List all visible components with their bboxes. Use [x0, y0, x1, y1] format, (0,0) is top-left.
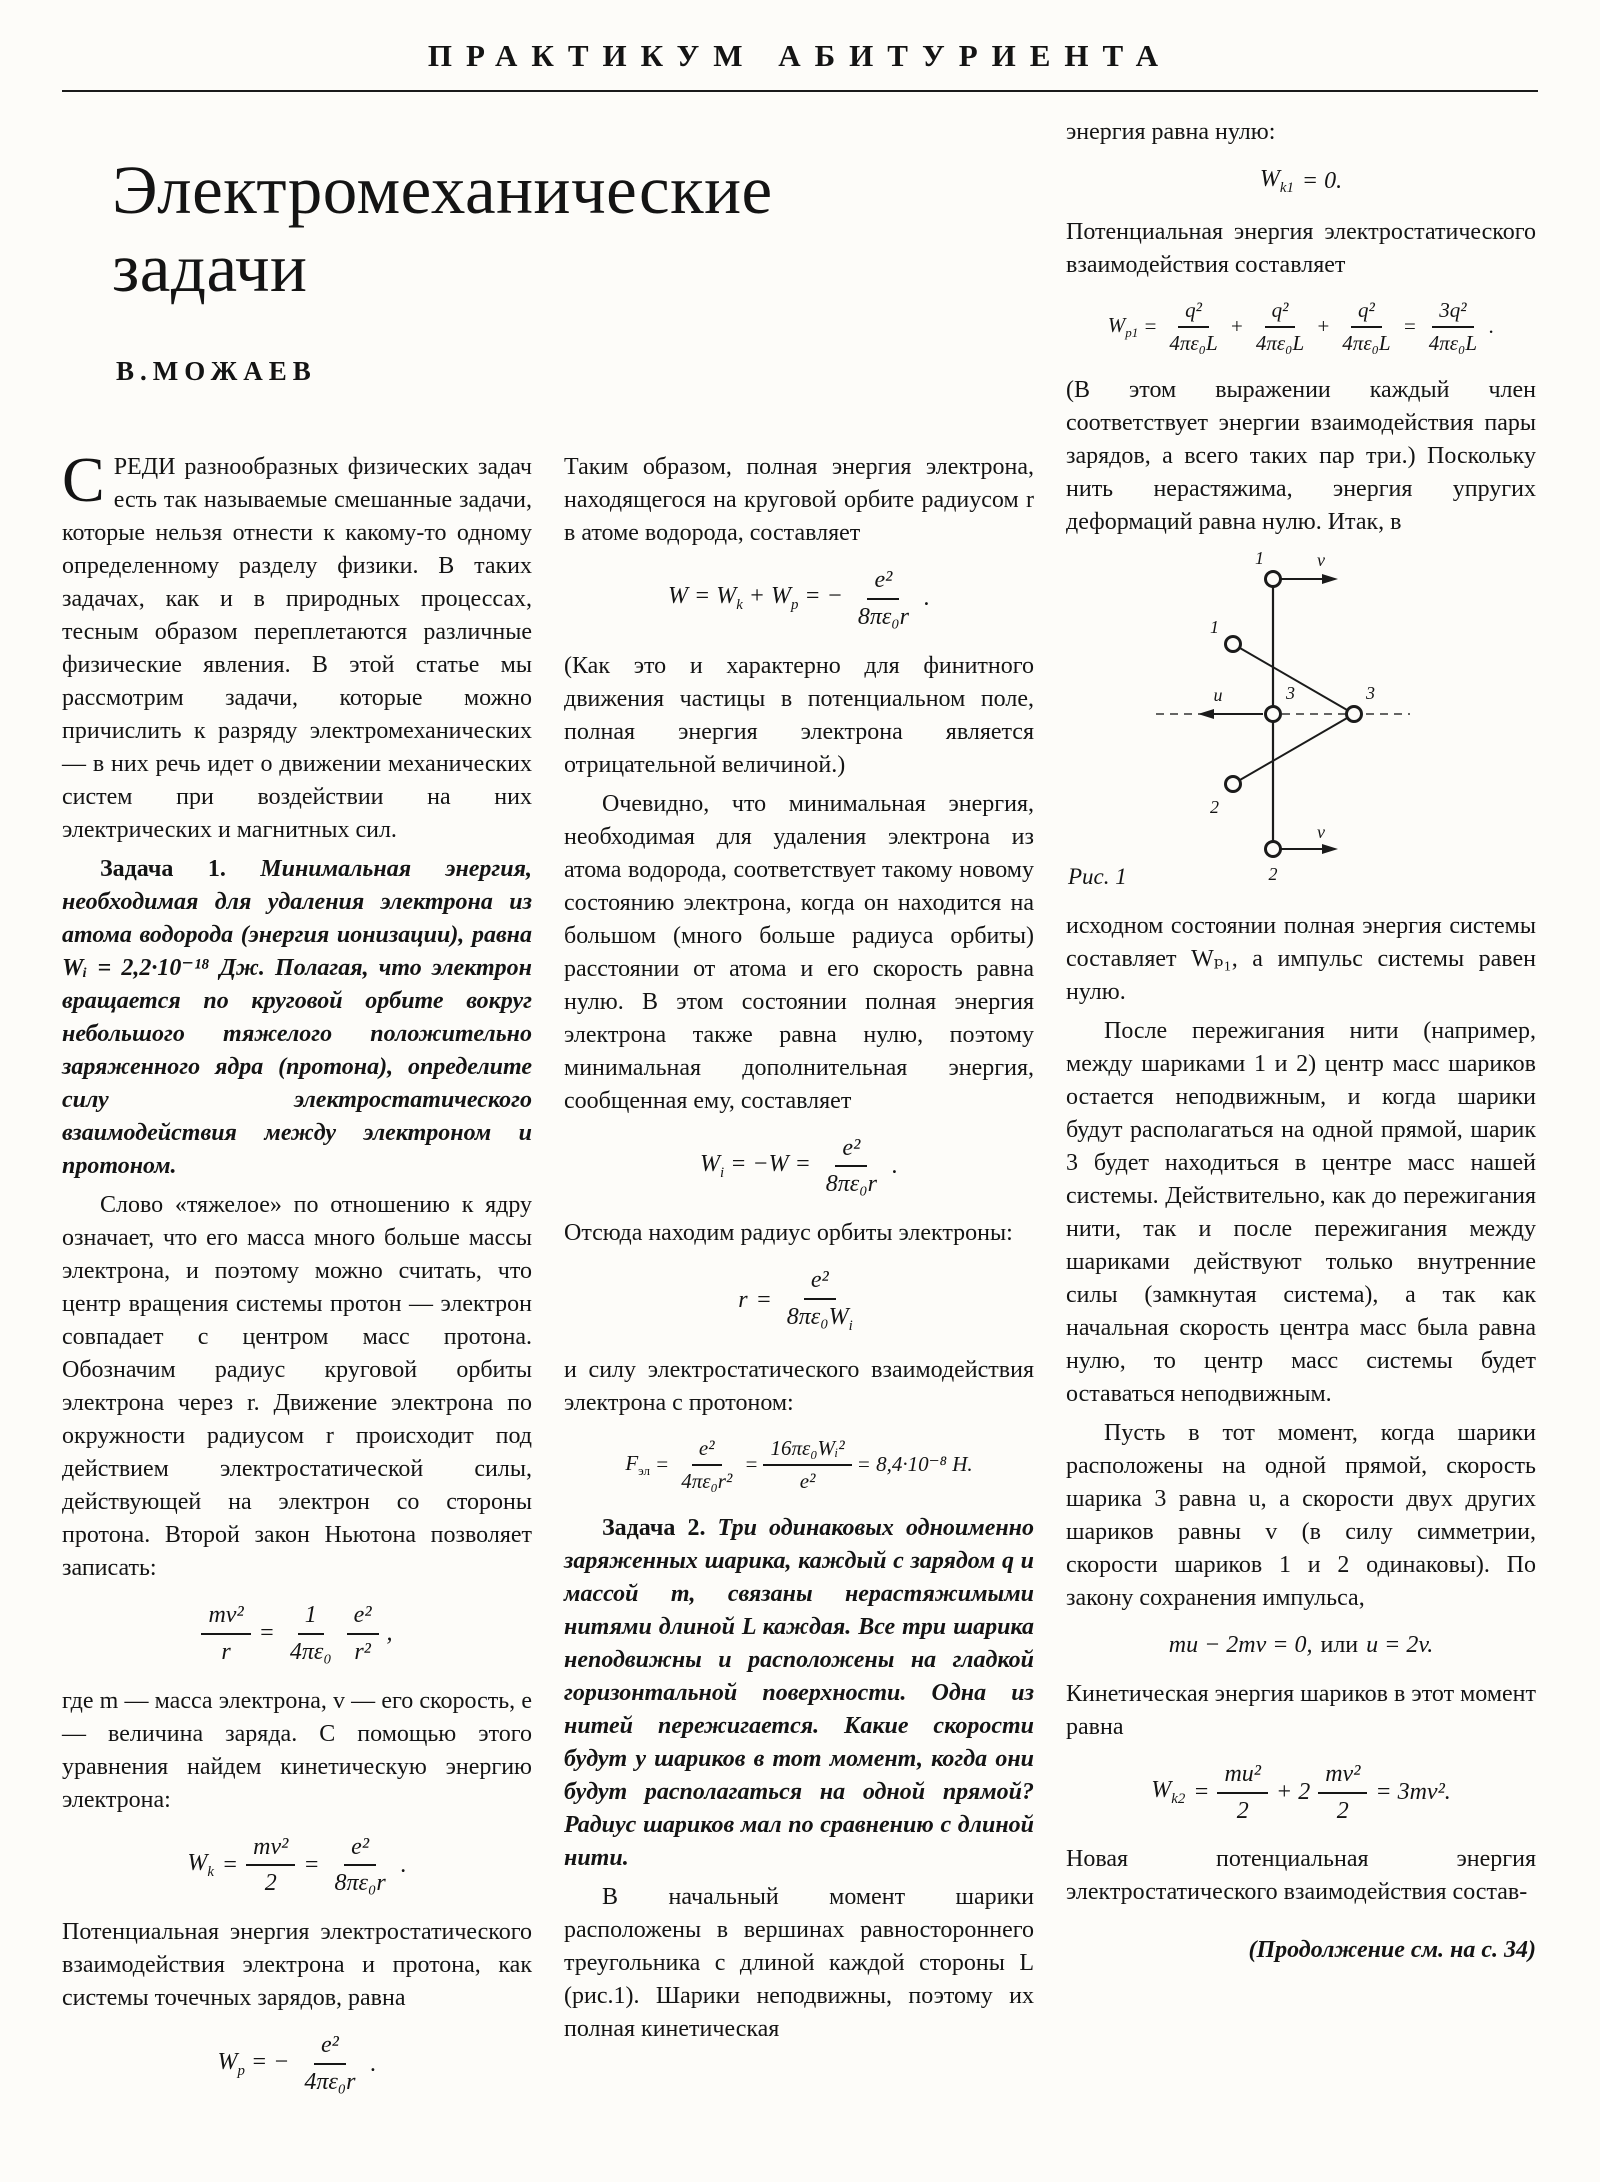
- fraction: $\frac{\text{16πε₀Wᵢ²}}{\text{e²}}$: [763, 1436, 851, 1494]
- paragraph: и силу электростатического взаимодействия электрона с протоном:: [564, 1356, 1034, 1416]
- task1-label: Задача 1.: [100, 855, 226, 882]
- fraction: $\frac{\text{e²}}{\text{4πε₀r²}}$: [681, 1435, 733, 1493]
- velocity-arrowhead-bottom: [1322, 844, 1338, 854]
- fraction: $\frac{\text{e²}}{8\pi\varepsilon_0W_i}$: [786, 1267, 853, 1334]
- formula-newton-second-law: $\frac{\text{mv²}}{r}$ = $\frac{1}{\text{4πε₀}}$ $\frac{\text{e²}}{\text{r²}}$ ,: [62, 1601, 532, 1667]
- label-ball-2-initial: 2: [1210, 797, 1219, 818]
- formula-kinetic-final: $W_{k2}$ = $\frac{\text{mu²}}{2}$ + 2 $\frac{\text{mv²}}{2}$ = 3mv².: [1151, 1760, 1451, 1824]
- paragraph: энергия равна нулю:: [1066, 119, 1276, 145]
- ball-2-initial: [1226, 777, 1241, 792]
- lhs: $W = W_k + W_p$ = −: [668, 583, 843, 614]
- lhs: $F_{эл}$: [625, 1450, 651, 1479]
- ball-3-initial: [1347, 707, 1362, 722]
- ball-1-initial: [1226, 637, 1241, 652]
- label-v-top: v: [1317, 550, 1325, 571]
- intro-paragraph: [62, 443, 532, 847]
- lhs: $W_{p1}$: [1107, 312, 1139, 341]
- formula-kinetic-energy: $W_k$ = $\frac{\text{mv²}}{2}$ = $\frac{\text{e²}}{\text{8πε₀r}}$ .: [187, 1833, 407, 1897]
- paragraph: где m — масса электрона, v — его скорость, e — величина заряда. С помощью этого уравнения найдем кинетическую энергию электрона:: [62, 1687, 532, 1813]
- drop-cap: С: [62, 443, 105, 515]
- lhs: $W_{k2}$: [1151, 1777, 1186, 1808]
- fraction: $\frac{1}{\text{4πε₀}}$: [289, 1601, 332, 1665]
- paragraph: После пережигания нити (например, между шариками 1 и 2) центр масс шариков остается неподвижным, и когда шарики будут располагаться на одной прямой, шарик 3 будет находиться в центре масс нашей системы. Действительно, как до пережигания нити, так и после пережигания между шариками действуют только внутренние силы (замкнутая система), а так как начальная скорость центра масс была равна нулю, то центр масс системы будет оставаться неподвижным.: [1066, 1018, 1536, 1408]
- velocity-arrowhead-center: [1198, 709, 1214, 719]
- label-ball-3-initial: 3: [1366, 683, 1375, 704]
- formula-orbit-radius: r = $\frac{\text{e²}}{8\pi\varepsilon_0W_i}$: [564, 1266, 1034, 1335]
- author-name: В.МОЖАЕВ: [116, 355, 317, 386]
- paragraph: В начальный момент шарики расположены в вершинах равностороннего треугольника с длиной каждой стороны L (рис.1). Шарики неподвижны, поэтому их полная кинетическая: [564, 1883, 1034, 2042]
- fraction: $\frac{\text{e²}}{\text{4πε₀r}}$: [304, 2032, 356, 2095]
- page-rubric: ПРАКТИКУМ АБИТУРИЕНТА: [427, 38, 1173, 73]
- fraction: $\frac{\text{e²}}{\text{8πε₀r}}$: [825, 1134, 877, 1198]
- header-rule: [62, 90, 1538, 92]
- task2-label: Задача 2.: [602, 1514, 706, 1541]
- task2-text: Три одинаковых одноименно заряженных шарика, каждый с зарядом q и массой m, связаны нерастяжимыми нитями длиной L каждая. Все три шарика неподвижны и расположены на гладкой горизонтальной поверхности. Одна из нитей пережигается. Какие скорости будут у шариков в тот момент, когда они будут располагаться на одной прямой? Радиус шариков мал по сравнению с длиной нити.: [564, 1514, 1034, 1871]
- figure-1: [1066, 549, 1536, 890]
- ball-1-final: [1266, 572, 1281, 587]
- formula-ionization-energy: $W_i = -W$ = $\frac{\text{e²}}{\text{8πε₀r}}$ .: [700, 1134, 898, 1198]
- two-columns: [62, 443, 1034, 2115]
- ball-3-final: [1266, 707, 1281, 722]
- label-ball-1-initial: 1: [1210, 617, 1219, 638]
- label-ball-3-final: 3: [1286, 683, 1295, 704]
- paragraph: Кинетическая энергия шариков в этот момент равна: [1066, 1680, 1536, 1740]
- label-ball-2-final: 2: [1268, 864, 1278, 885]
- task1-statement: [62, 853, 532, 1183]
- fraction: $\frac{\text{mv²}}{r}$: [201, 1601, 250, 1667]
- paragraph: исходном состоянии полная энергия системы составляет Wₚ₁, а импульс системы равен нулю.: [1066, 913, 1536, 1006]
- fraction: $\frac{\text{q²}}{\text{4πε₀L}}$: [1255, 297, 1305, 355]
- formula-potential-initial: $W_{p1}$ = $\frac{\text{q²}}{\text{4πε₀L}}$ + $\frac{\text{q²}}{\text{4πε₀L}}$ + $\frac{\text{q²}}{\text{4πε₀L}}$ = $\frac{\text{3q²}}{\text{4πε₀L}}$ .: [1107, 297, 1495, 355]
- label-ball-1-final: 1: [1255, 549, 1264, 569]
- lhs: $W_{k1}$: [1259, 166, 1294, 196]
- label-v-bottom: v: [1317, 822, 1325, 843]
- column-1: [62, 443, 533, 2115]
- paragraph: Потенциальная энергия электростатического взаимодействия составляет: [1066, 218, 1536, 278]
- paragraph: Отсюда находим радиус орбиты электроны:: [564, 1220, 1013, 1247]
- lhs: $W_p$ = −: [217, 2048, 290, 2079]
- task1-text: Минимальная энергия, необходимая для удаления электрона из атома водорода (энергия ионизации), равна Wᵢ = 2,2·10⁻¹⁸ Дж. Полагая, что электрон вращается по круговой орбите вокруг небольшого тяжелого положительно заряженного ядра (протона), определите силу электростатического взаимодействия между электроном и протоном.: [62, 855, 533, 1179]
- thread-2-3: [1233, 714, 1354, 784]
- lhs: $W_k$: [187, 1850, 214, 1880]
- fraction: $\frac{\text{q²}}{\text{4πε₀L}}$: [1342, 297, 1391, 355]
- paragraph: Пусть в тот момент, когда шарики расположены на одной прямой, скорость шарика 3 равна u, а скорости двух других шариков равны v (в силу симметрии, скорости шариков 1 и 2 одинаковы). По закону сохранения импульса,: [1066, 1420, 1536, 1612]
- formula-momentum-conservation: mu − 2mv = 0, или u = 2v.: [1168, 1632, 1434, 1659]
- column-2: [564, 451, 1034, 2115]
- paragraph: Потенциальная энергия электростатического взаимодействия электрона и протона, как системы точечных зарядов, равна: [62, 1919, 532, 2012]
- formula-total-energy: $W = W_k + W_p$ = − $\frac{\text{e²}}{\text{8πε₀r}}$ .: [668, 566, 930, 630]
- thread-1-3: [1233, 644, 1354, 714]
- fraction: $\frac{\text{3q²}}{\text{4πε₀L}}$: [1428, 297, 1478, 355]
- paragraph: Таким образом, полная энергия электрона, находящегося на круговой орбите радиусом r в атоме водорода, составляет: [564, 453, 1034, 546]
- fraction: $\frac{\text{e²}}{\text{8πε₀r}}$: [857, 566, 909, 630]
- figure-caption: Рис. 1: [1068, 864, 1127, 890]
- velocity-arrowhead-top: [1322, 574, 1338, 584]
- paragraph: Очевидно, что минимальная энергия, необходимая для удаления электрона из атома водорода, соответствует такому новому состоянию электрона, когда он находится на большом (много больше радиуса орбиты) расстоянии от атома и его скорость равна нулю. В этом состоянии полная энергия электрона также равна нулю, поэтому минимальная дополнительная энергия, сообщенная ему, составляет: [564, 790, 1034, 1114]
- figure-1-diagram: [1078, 549, 1478, 894]
- fraction: $\frac{\text{mv²}}{2}$: [1318, 1760, 1367, 1826]
- paragraph: Новая потенциальная энергия электростатического взаимодействия состав-: [1066, 1846, 1536, 1906]
- article-title: Электромеханические задачи: [112, 152, 773, 306]
- intro-text: РЕДИ разнообразных физических задач есть так называемые смешанные задачи, которые нельзя отнести к какому-то одному определенному разделу физики. В таких задачах, как и в природных процессах, тесным образом переплетаются различные физические явления. В этой статье мы рассмотрим задачи, которые можно причислить к разряду электромеханических — в них речь идет о движении механических систем при воздействии на них электрических и магнитных сил.: [62, 453, 532, 843]
- paragraph: (Как это и характерно для финитного движения частицы в потенциальном поле, полная энергия электрона является отрицательной величиной.): [564, 652, 1034, 778]
- column-3: [1066, 116, 1536, 2115]
- formula-kinetic-initial: $W_{k1}$ = 0.: [1259, 166, 1343, 196]
- formula-potential-energy: $W_p$ = − $\frac{\text{e²}}{\text{4πε₀r}}$ .: [217, 2032, 377, 2095]
- fraction: $\frac{\text{mu²}}{2}$: [1217, 1760, 1268, 1826]
- fraction: $\frac{\text{mv²}}{2}$: [246, 1833, 295, 1899]
- lhs: $W_i = -W$ =: [700, 1151, 811, 1181]
- paragraph: (В этом выражении каждый член соответствует энергии взаимодействия пары зарядов, а всего таких пар три.) Поскольку нить нерастяжима, энергия упругих деформаций равна нулю. Итак, в: [1066, 377, 1536, 536]
- task2-statement: [564, 1512, 1034, 1875]
- left-block: [62, 116, 1034, 2115]
- fraction: $\frac{\text{q²}}{\text{4πε₀L}}$: [1169, 297, 1218, 355]
- label-u: u: [1213, 685, 1223, 706]
- fraction: $\frac{\text{e²}}{\text{r²}}$: [347, 1601, 379, 1667]
- paragraph: Слово «тяжелое» по отношению к ядру означает, что его масса много больше массы электрона, и поэтому можно считать, что центр вращения системы протон — электрон совпадает с центром масс протона. Обозначим радиус круговой орбиты электрона через r. Движение электрона по окружности радиусом r происходит под действием электростатической силы, действующей на электрон со стороны протона. Второй закон Ньютона позволяет записать:: [62, 1191, 532, 1581]
- continuation-note: (Продолжение см. на с. 34): [1248, 1937, 1536, 1964]
- ball-2-final: [1266, 842, 1281, 857]
- formula-electrostatic-force: $F_{эл}$ = $\frac{\text{e²}}{\text{4πε₀r²}}$ = $\frac{\text{16πε₀Wᵢ²}}{\text{e²}}$ = 8,4·10⁻⁸ Н.: [625, 1435, 973, 1493]
- fraction: $\frac{\text{e²}}{\text{8πε₀r}}$: [334, 1833, 386, 1897]
- content-row: [62, 116, 1538, 2115]
